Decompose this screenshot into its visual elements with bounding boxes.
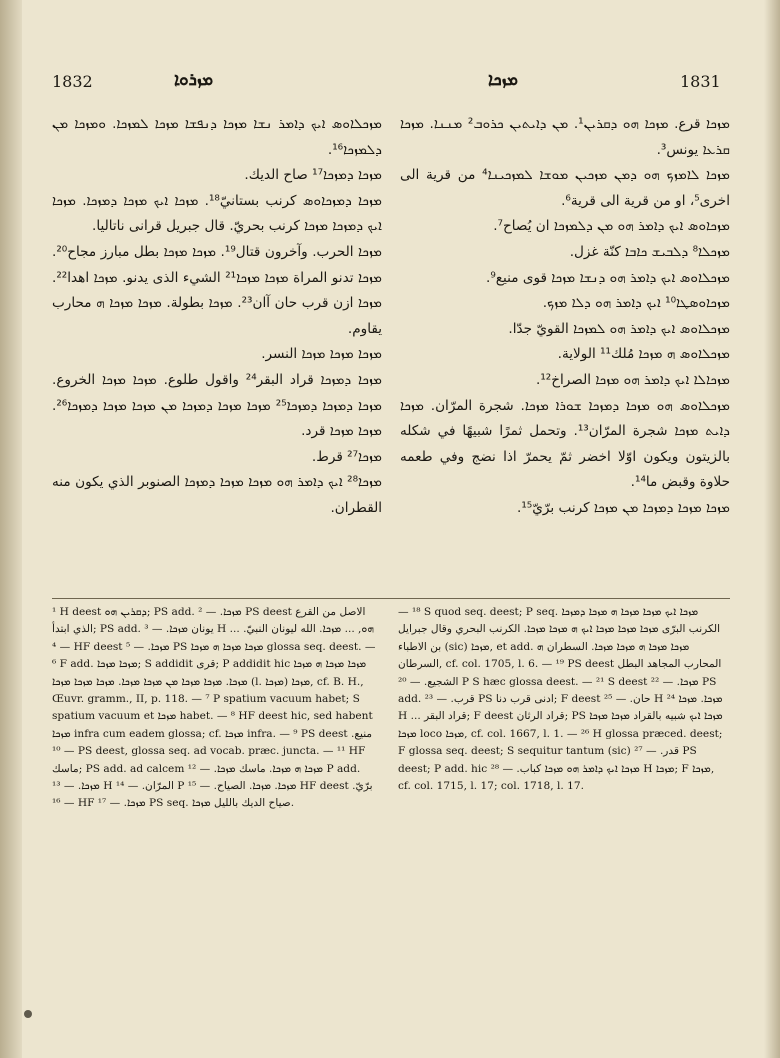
footnote-text: — ¹⁸ S quod seq. deest; P seq. ܡܙܟܐ ܐܝܟ ܡܙܟܐ ܡܙܟܐ ܗ ܡܙܟܐ ܕܡܙܟܐ الكرنب البرّى ܡܙܟܐ ܡܙܟܐ ܡܙܟܐ ܐܝܟ ܗ ܡܙܟܐ ܡܙܟܐ. الكرنب البحري وقال جبرايل بن الاطباء (sic) ܡܙܟܐ, et add. ܡܙܟܐ ܡܙܟܐ ܗ ܡܙܟܐ ܡܙܟܐ. السطران ܗ السرطان, cf. col. 1705, l. 6. — ¹⁹ PS deest المحارب المجاهد البطل الشجيع. — ²⁰ P S hæc glossa deest. — ²¹ S deest ܡܙܟܐ. — ²² PS add. قرب. — ²³ PS ادنى قرب دنا; F deest حان. — ²⁵ H ܡܙܟܐ. ܡܙܟܐ ²⁴ H ... قراد البقر; F deest قراد الرثان; PS ܡܙܟܐ ܐܝܟ شبيه بالقراد ܡܙܟܐ ܡܙܟܐ ܡܙܟܐ loco ܡܙܟܐ, cf. col. 1667, l. 1. — ²⁶ H glossa præced. deest; F glossa seq. deest; S sequitur tantum (sic) قدر. — ²⁷ PS deest; P add. hic ܡܙܟܐ ܐܝܟ ܕܐܡܪ ܗܘ ܡܙܟܐ كباب. — ²⁸ H ܡܙܟܐ; F ܡܙܟܐ, cf. col. 1715, l. 17; col. 1718, l. 17. [398, 606, 723, 793]
dictionary-entry: ܡܙܟܐ ܕܡܙܟܐܘܣ كرنب بستانيّ¹⁸. ܡܙܟܐ ܐܝܟ ܡܙܟܐ ܕܡܙܟܐ. ܡܙܟܐ ܐܝܟ ܕܡܙܟܐ ܡܙܟܐ كرنب بحريّ. قال جبريل قرانى ناتاليا. [52, 192, 382, 235]
left-running-header: ܡܙܪܘܐ [174, 70, 214, 90]
dictionary-entry: ܡܙܟܐ ܕܡܙܟܐ قراد البقر²⁴ واقول طلوع. ܡܙܟܐ ܡܙܟܐ الخروع. ܡܙܟܐ ܕܡܙܟܐ ܕܡܙܟܐ²⁵ ܡܙܟܐ ܡܙܟܐ ܕܡܙܟܐ ܡܢ ܡܙܟܐ ܡܙܟܐ ܕܡܙܟܐ²⁶. ܡܙܟܐ ܡܙܟܐ قرد. [52, 371, 383, 440]
dictionary-entry: ܡܙܟܐ ܠܐܡܙܟ ܗܘ ܕܡܢ ܡܙܟܝܢ ܡܘܫܐ ܠܡܙܟܝܢܐ⁴ من قرية الى اخرى⁵، او من قرية الى قرية⁶. [400, 167, 730, 209]
page-right-edge [764, 0, 780, 1058]
dictionary-entry: ܡܙܟܐ²⁷ قرط. [311, 448, 382, 465]
right-footnote-column [398, 604, 730, 795]
footnote-divider [52, 598, 730, 599]
dictionary-entry: ܡܙܟܠܐ⁸ ܕܠܒܝܫ ܟܐܒܐ كنّة غزل. [569, 243, 730, 260]
left-dictionary-column [52, 112, 382, 522]
dictionary-entry: ܡܙܟܐܘܣܛܐ¹⁰ ܐܝܟ ܕܐܡܪ ܗܘ ܕܠܐ ܡܙܟ. [542, 295, 730, 312]
footnote-text: ¹ H deest ܕܩܪܝܢ ܗܘ; PS add. ܡܙܟܐ. — ² PS deest الاصل من القرع الذي ابتدأ; PS add. يونان ܡܙܟܐ. — ³ H ... ܗܘ, ... ܡܙܟܐ. الله ليونان النبيّ. — ⁴ HF deest ܡܙܟܐ. — ⁵ PS ܡܙܟܐ ܡܙܟܐ ܗ ܡܙܟܐ glossa seq. deest. — ⁶ F add. ܡܙܟܐ ܡܙܟܐ; S addidit قرى; P addidit hic ܡܙܟܐ ܡܙܟܐ ܗ ܡܙܟܐ ܡܙܟܐ. ܡܙܟܐ ܡܙܟܐ ܡܢ ܡܙܟܐ ܡܙܟܐ. ܡܙܟܐ ܡܙܟܐ ܡܙܟܐ (l. ܡܙܟܐ) ܡܙܟܐ, cf. B. H., Œuvr. gramm., II, p. 118. — ⁷ P spatium vacuum habet; S spatium vacuum et ܡܙܟܐ habet. — ⁸ HF deest hic, sed habent ܡܙܟܐ infra cum eadem glossa; cf. ܡܙܟܐ infra. — ⁹ PS deest منيع. — ¹⁰ PS deest, glossa seq. ad vocab. præc. juncta. — ¹¹ HF ماسك; PS add. ad calcem ܡܙܟܐ ܗ ܡܙܟܐ. ماسك ܡܙܟܐ. — ¹² P add. ܡܙܟܐ. — ¹³ H المرّان. — ¹⁴ P ܡܙܟܐ. ܡܙܟܐ. الصياح. — ¹⁵ HF deest برّيّ. — ¹⁶ HF ܡܙܟܐ. — ¹⁷ PS seq. صياح الديك بالليل ܡܙܟܐ. [52, 606, 376, 810]
dictionary-entry: ܡܙܟܠܐܘܣ ܗܘ ܡܙܟܐ ܕܡܙܟܐ ܫܘܪܐ ܡܙܟܐ. شجرة المرّان. ܡܙܟܐ ܕܐܝܬ ܡܙܟܐ شجرة المرّان¹³. وتحمل ثمرًا شبيهًا في شكله بالزيتون ويكون اوّلا اخضر ثمّ يحمرّ اذا نضج وفي طعمه حلاوة وقبض ما¹⁴. [400, 397, 731, 491]
dictionary-entry: ܡܙܟܠܐܘܣ ܐܝܟ ܕܐܡܪ ܢܫܐ ܡܙܟܐ ܕܢܦܫܐ ܡܙܟܐ ܠܡܙܟܐ. ܘܡܙܟܐ ܡܢ ܕܠܡܙܟܐ¹⁶. [52, 116, 382, 158]
dictionary-entry: ܡܙܟܐ ܡܙܟܐ ܡܙܟܐ النسر. [261, 346, 382, 363]
dictionary-entry: ܡܙܟܐܘܣ ܐܝܟ ܕܐܡܪ ܗܘ ܡܢ ܕܠܡܙܟܐ ان يُصاح⁷. [493, 218, 730, 235]
right-running-header: ܡܙܟܐ [488, 70, 518, 90]
dictionary-entry: ܡܙܟܐܠܐ ܐܝܟ ܕܐܡܪ ܗܘ ܡܙܟܐ الصراخ¹². [536, 371, 730, 388]
dictionary-entry: ܡܙܟܠܐܘܣ ܐܝܟ ܕܐܡܪ ܗܘ ܠܡܙܟܐ القويّ جدّا. [508, 320, 730, 337]
dictionary-entry: ܡܙܟܠܐܘܣ ܗ ܡܙܟܐ مُلك¹¹ الولاية. [557, 346, 730, 363]
left-page-number: 1832 [52, 72, 93, 91]
binding-hole-mark [24, 1010, 32, 1018]
dictionary-entry: ܡܙܟܐ الحرب. وآخرون قتال¹⁹. ܡܙܟܐ ܡܙܟܐ بطل مبارز مجاح²⁰. ܡܙܟܐ تدنو المراة ܡܙܟܐ ܡܙܟܐ²¹ الشيء الذى يدنو. ܡܙܟܐ اهدا²². ܡܙܟܐ ازن قرب حان آان²³. ܡܙܟܐ بطولة. ܡܙܟܐ ܡܙܟܐ ܗ محارب يقاوم. [52, 243, 383, 337]
dictionary-entry: ܡܙܟܐ ܕܡܙܟܐ¹⁷ صاح الديك. [244, 167, 382, 184]
dictionary-entry: ܡܙܟܠܐܘܣ ܐܝܟ ܕܐܡܪ ܗܘ ܕܢܫܐ ܡܙܟܐ قوى منيع⁹. [486, 269, 730, 286]
dictionary-entry: ܡܙܟܐ قرع. ܡܙܟܐ ܗܘ ܕܩܪܝܢ¹. ܡܢ ܕܐܝܬܝܢ ܟܪܘܒ² ܡܢܢܐ. ܡܙܟܐ ܩܪܥܐ يونس³. [400, 116, 730, 158]
left-footnote-column [52, 604, 378, 813]
right-dictionary-column [400, 112, 730, 522]
page-left-edge [0, 0, 22, 1058]
dictionary-entry: ܡܙܟܐ ܡܙܟܐ ܕܡܙܟܐ ܡܢ ܡܙܟܐ كرنب برّيّ¹⁵. [517, 499, 730, 516]
dictionary-entry: ܡܙܟܐ²⁸ ܐܝܟ ܕܐܡܪ ܗܘ ܡܙܟܐ ܡܙܟܐ ܕܡܙܟܐ الصنوبر الذي يكون منه القطران. [52, 474, 382, 516]
right-page-number: 1831 [680, 72, 721, 91]
